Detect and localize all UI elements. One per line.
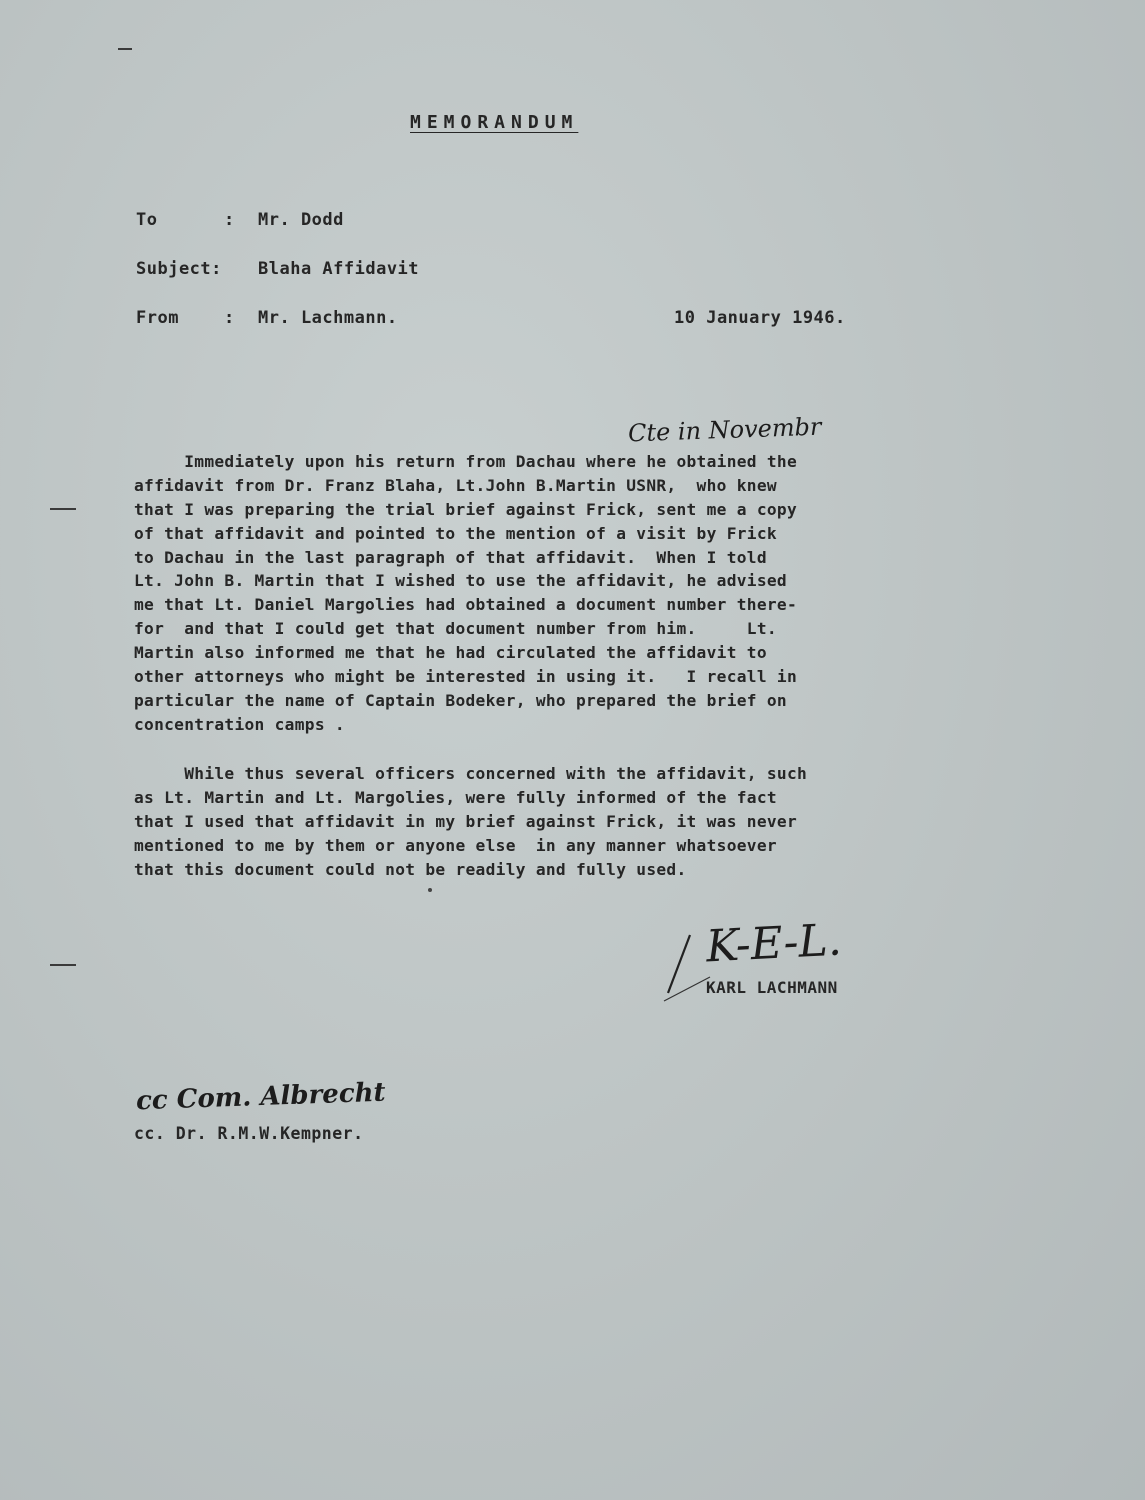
text-line: Lt. John B. Martin that I wished to use the affidavit, he advised [134, 571, 787, 591]
subject-value: Blaha Affidavit [258, 259, 420, 279]
text-line: me that Lt. Daniel Margolies had obtained a document number there- [134, 595, 798, 615]
memo-date: 10 January 1946. [674, 308, 846, 328]
ink-speck [428, 888, 432, 892]
text-line: Immediately upon his return from Dachau where he obtained the [134, 452, 798, 471]
margin-tick [50, 964, 76, 966]
text-line: that I used that affidavit in my brief against Frick, it was never [134, 811, 798, 831]
text-line: affidavit from Dr. Franz Blaha, Lt.John B.Martin USNR, who knew [134, 475, 777, 495]
text-line: Martin also informed me that he had circulated the affidavit to [134, 643, 767, 663]
to-value: Mr. Dodd [258, 210, 344, 230]
text-line: other attorneys who might be interested in using it. I recall in [134, 667, 798, 687]
text-line: that this document could not be readily and fully used. [134, 859, 687, 879]
margin-tick [118, 48, 132, 50]
text-line: that I was preparing the trial brief against Frick, sent me a copy [134, 499, 798, 519]
text-line: concentration camps . [134, 714, 345, 734]
margin-tick [50, 508, 76, 510]
text-line: to Dachau in the last paragraph of that affidavit. When I told [134, 547, 767, 567]
text-line: mentioned to me by them or anyone else in any manner whatsoever [134, 835, 777, 855]
handwritten-note: Cte in Novembr [627, 412, 822, 448]
memo-title: MEMORANDUM [410, 112, 579, 133]
to-colon: : [224, 210, 235, 230]
text-line: While thus several officers concerned with the affidavit, such [134, 764, 808, 783]
from-value: Mr. Lachmann. [258, 308, 398, 328]
cc-typed: cc. Dr. R.M.W.Kempner. [134, 1124, 364, 1143]
paragraph-1 [134, 450, 934, 737]
signature-name: KARL LACHMANN [706, 978, 838, 997]
from-colon: : [224, 308, 235, 328]
text-line: particular the name of Captain Bodeker, who prepared the brief on [134, 690, 787, 710]
from-label: From [136, 308, 179, 328]
cc-handwritten: cc Com. Albrecht [135, 1077, 387, 1117]
text-line: as Lt. Martin and Lt. Margolies, were fully informed of the fact [134, 787, 777, 807]
text-line: of that affidavit and pointed to the mention of a visit by Frick [134, 523, 777, 543]
paragraph-2 [134, 762, 934, 881]
to-label: To [136, 210, 158, 230]
subject-label: Subject: [136, 259, 222, 279]
signature-initials: K-E-L. [704, 914, 843, 973]
text-line: for and that I could get that document number from him. Lt. [134, 619, 777, 639]
